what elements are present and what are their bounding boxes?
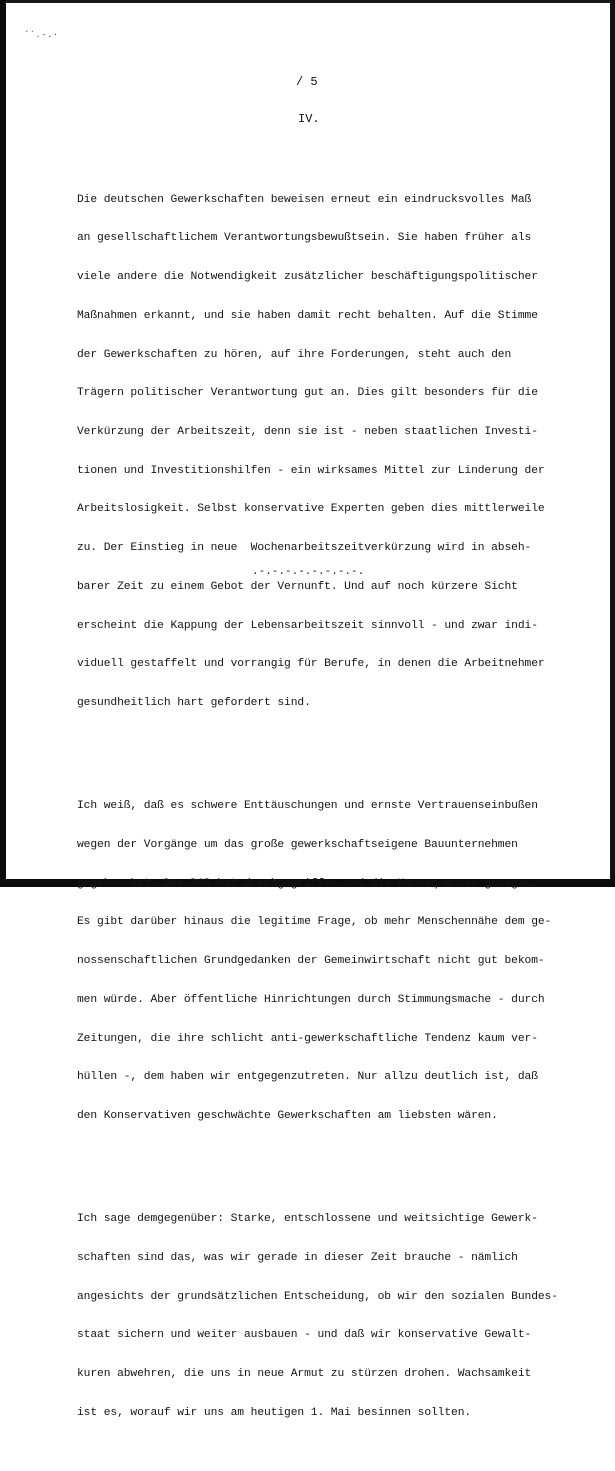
text-line: nossenschaftlichen Grundgedanken der Gemeinwirtschaft nicht gut bekom- — [77, 955, 545, 968]
paragraph-2 — [77, 774, 615, 1148]
paragraph-1 — [77, 168, 615, 736]
text-line: gesundheitlich hart gefordert sind. — [77, 696, 311, 709]
text-line: viduell gestaffelt und vorrangig für Berufe, in denen die Arbeitnehmer — [77, 658, 545, 671]
text-line: Verkürzung der Arbeitszeit, denn sie ist - neben staatlichen Investi- — [77, 425, 538, 438]
text-line: Die deutschen Gewerkschaften beweisen erneut ein eindrucksvolles Maß — [77, 193, 532, 206]
text-line: der Gewerkschaften zu hören, auf ihre Forderungen, steht auch den — [77, 348, 512, 361]
text-line: Ich weiß, daß es schwere Enttäuschungen und ernste Vertrauenseinbußen — [77, 800, 538, 813]
section-heading: IV. — [298, 112, 320, 126]
page-number: / 5 — [296, 75, 318, 89]
end-mark: .-.-.-.-.-.-.-.-. — [252, 566, 365, 578]
text-line: viele andere die Notwendigkeit zusätzlicher beschäftigungspolitischer — [77, 271, 538, 284]
text-line: angesichts der grundsätzlichen Entscheidung, ob wir den sozialen Bundes- — [77, 1290, 558, 1303]
text-line: den Konservativen geschwächte Gewerkschaften am liebsten wären. — [77, 1109, 498, 1122]
scan-border-left — [0, 0, 6, 887]
text-line: Trägern politischer Verantwortung gut an. Dies gilt besonders für die — [77, 387, 538, 400]
text-line: hüllen -, dem haben wir entgegenzutreten. Nur allzu deutlich ist, daß — [77, 1071, 538, 1084]
scan-border-top — [0, 0, 615, 3]
text-line: schaften sind das, was wir gerade in dieser Zeit brauche - nämlich — [77, 1251, 518, 1264]
text-line: tionen und Investitionshilfen - ein wirksames Mittel zur Linderung der — [77, 464, 545, 477]
text-line: men würde. Aber öffentliche Hinrichtungen durch Stimmungsmache - durch — [77, 993, 545, 1006]
text-line: barer Zeit zu einem Gebot der Vernunft. Und auf noch kürzere Sicht — [77, 580, 518, 593]
text-line: staat sichern und weiter ausbauen - und daß wir konservative Gewalt- — [77, 1329, 532, 1342]
text-line: Es gibt darüber hinaus die legitime Frage, ob mehr Menschennähe dem ge- — [77, 916, 552, 929]
text-line: ist es, worauf wir uns am heutigen 1. Mai besinnen sollten. — [77, 1406, 472, 1419]
text-line: kuren abwehren, die uns in neue Armut zu stürzen drohen. Wachsamkeit — [77, 1368, 532, 1381]
paragraph-3 — [77, 1187, 615, 1445]
text-line: Zeitungen, die ihre schlicht anti-gewerkschaftliche Tendenz kaum ver- — [77, 1032, 538, 1045]
text-line: Ich sage demgegenüber: Starke, entschlossene und weitsichtige Gewerk- — [77, 1213, 538, 1226]
text-line: Arbeitslosigkeit. Selbst konservative Experten geben dies mittlerweile — [77, 503, 545, 516]
document-body — [77, 142, 615, 1471]
text-line: erscheint die Kappung der Lebensarbeitszeit sinnvoll - und zwar indi- — [77, 619, 538, 632]
text-line: zu. Der Einstieg in neue Wochenarbeitszeitverkürzung wird in abseh- — [77, 542, 532, 555]
text-line: Maßnahmen erkannt, und sie haben damit recht behalten. Auf die Stimme — [77, 309, 538, 322]
text-line: wegen der Vorgänge um das große gewerkschaftseigene Bauunternehmen — [77, 838, 518, 851]
text-line: gegeben hat. Der DGB hat durchgegriffen und die Konsequenzen gezogen. — [77, 877, 538, 890]
corner-mark: ´´.-.· — [24, 30, 59, 39]
text-line: an gesellschaftlichem Verantwortungsbewußtsein. Sie haben früher als — [77, 232, 532, 245]
